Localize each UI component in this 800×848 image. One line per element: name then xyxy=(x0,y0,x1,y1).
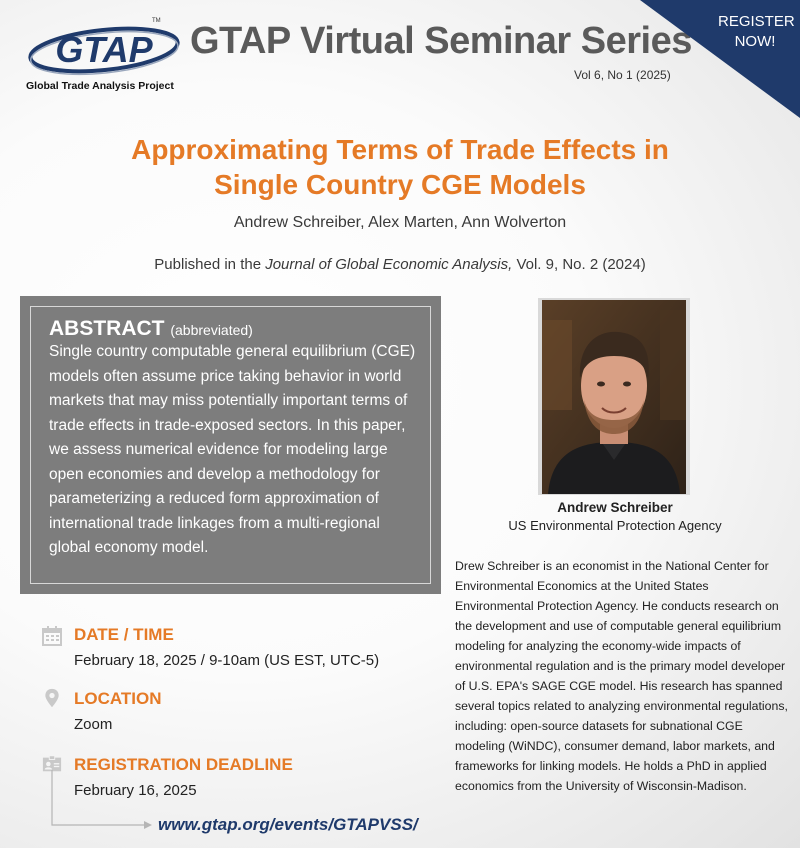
connector-arrow xyxy=(48,770,158,830)
register-now-button[interactable] xyxy=(718,12,795,52)
register-line1: REGISTER xyxy=(718,13,795,30)
date-value: February 18, 2025 / 9-10am (US EST, UTC-5) xyxy=(74,652,380,669)
abstract-inner xyxy=(30,306,431,584)
abstract-box xyxy=(20,296,441,594)
volume-issue: Vol 6, No 1 (2025) xyxy=(574,68,671,82)
talk-title-line2: Single Country CGE Models xyxy=(214,169,586,200)
location-label: LOCATION xyxy=(74,689,162,708)
abstract-heading xyxy=(49,317,416,341)
abstract-note: (abbreviated) xyxy=(170,322,253,338)
published-suffix: Vol. 9, No. 2 (2024) xyxy=(512,256,646,273)
calendar-icon xyxy=(42,626,62,646)
event-url-link[interactable]: www.gtap.org/events/GTAPVSS/ xyxy=(158,815,418,834)
abstract-heading-text: ABSTRACT xyxy=(49,317,165,340)
deadline-value: February 16, 2025 xyxy=(74,782,197,799)
abstract-text: Single country computable general equilibrium (CGE) models often assume price taking behavior in world markets that may miss potentially important terms of trade effects in trade-exposed sectors. In this paper, we assess numerical evidence for modeling large open economies and develop a methodology for parameterizing a reduced form approximation of international trade linkages from a multi-regional global economy model. xyxy=(49,343,416,556)
speaker-name: Andrew Schreiber xyxy=(557,500,673,515)
speaker-photo xyxy=(542,300,686,494)
location-value: Zoom xyxy=(74,716,113,733)
publication-info xyxy=(100,256,700,273)
location-pin-icon xyxy=(42,688,62,708)
speaker-bio: Drew Schreiber is an economist in the National Center for Environmental Economics at the United States Environmental Protection Agency. He conducts research on the development and use of computable general equilibrium modeling for analyzing the economy-wide impacts of environmental regulation and is the primary model developer of U.S. EPA's SAGE CGE model. His research has spanned several topics related to analyzing environmental regulations, including: open-source datasets for subnational CGE modeling (WiNDC), consumer demand, labor markets, and frameworks for linking models. He holds a PhD in applied economics from the University of Wisconsin-Madison. xyxy=(455,559,788,793)
speaker-affiliation: US Environmental Protection Agency xyxy=(508,518,722,533)
talk-title xyxy=(100,132,700,202)
deadline-label: REGISTRATION DEADLINE xyxy=(74,755,293,774)
published-prefix: Published in the xyxy=(154,256,266,273)
talk-title-line1: Approximating Terms of Trade Effects in xyxy=(131,134,669,165)
logo-subtitle: Global Trade Analysis Project xyxy=(26,80,174,92)
logo-text: GTAP xyxy=(55,29,153,70)
date-label: DATE / TIME xyxy=(74,625,174,644)
journal-name: Journal of Global Economic Analysis, xyxy=(265,256,513,273)
series-title: GTAP Virtual Seminar Series xyxy=(190,20,692,62)
logo-trademark: TM xyxy=(152,18,161,24)
register-line2: NOW! xyxy=(734,33,776,50)
authors: Andrew Schreiber, Alex Marten, Ann Wolverton xyxy=(233,214,567,231)
